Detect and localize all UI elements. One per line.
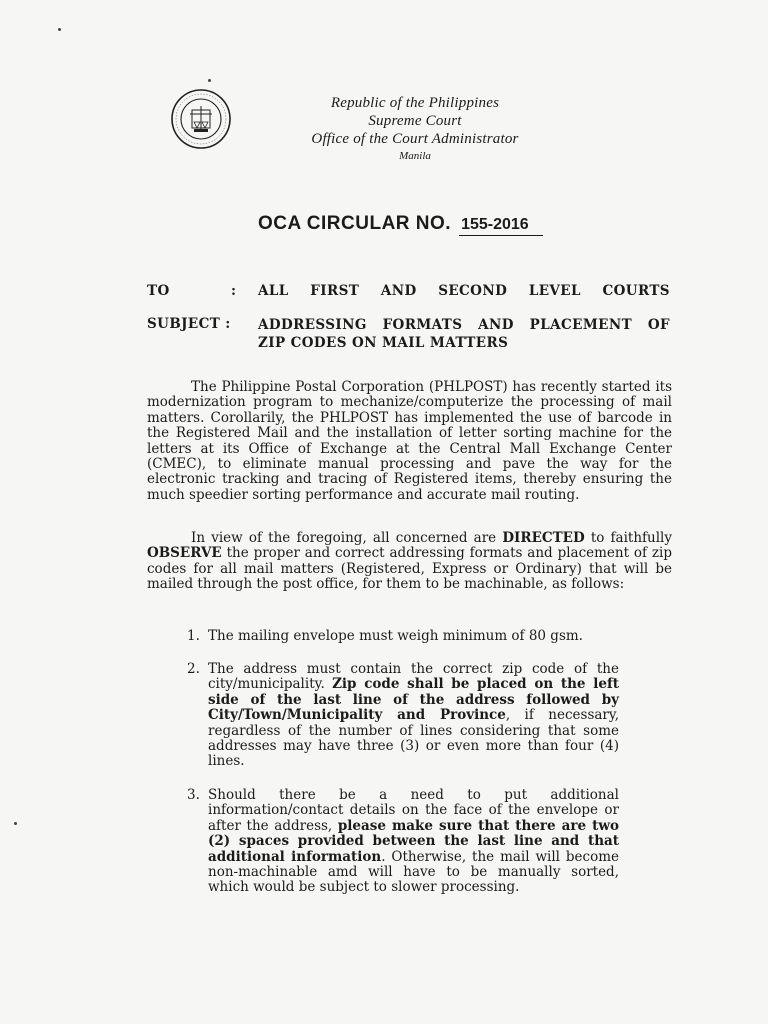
circular-label: OCA CIRCULAR NO.: [258, 213, 452, 234]
subject-line-2: ZIP CODES ON MAIL MATTERS: [258, 335, 509, 351]
list-item-text: The mailing envelope must weigh minimum of 80 gsm.: [208, 628, 583, 644]
subject-word: FORMATS: [382, 317, 463, 333]
letterhead-republic: Republic of the Philippines: [330, 95, 500, 111]
list-item: [187, 788, 619, 896]
list-item-text-part: The address must contain the correct zip code of the city/municipality.: [208, 661, 619, 693]
subject-word: OF: [647, 317, 670, 333]
to-word: LEVEL: [528, 283, 581, 299]
letterhead-supreme-court: Supreme Court: [368, 113, 462, 129]
subject-value: [258, 316, 670, 352]
list-item-text: [208, 662, 619, 770]
to-label: TO: [147, 283, 170, 299]
list-item-text-part: , if necessary, regardless of the number of lines considering that some addresses may have three (3) or even more than four (4) lines.: [208, 707, 619, 770]
list-item-text: [208, 788, 619, 896]
to-word: ALL: [258, 283, 289, 299]
letterhead-city: Manila: [399, 150, 431, 162]
to-colon: :: [231, 283, 237, 299]
scan-speck: [58, 28, 61, 31]
scan-speck: [14, 822, 17, 825]
list-item: [187, 629, 619, 644]
paragraph-directive-text: the proper and correct addressing formats and placement of zip codes for all mail matters (Registered, Express or Ordinary) that will be mailed through the post office, for them to be machinable, as follows:: [147, 545, 672, 593]
list-item-number: 1.: [187, 628, 200, 644]
to-word: SECOND: [438, 283, 508, 299]
letterhead-office: Office of the Court Administrator: [311, 131, 519, 147]
subject-line-1: [258, 316, 670, 334]
to-word: FIRST: [310, 283, 360, 299]
subject-label: SUBJECT :: [147, 316, 231, 332]
subject-word: AND: [478, 317, 514, 333]
paragraph-directive: [147, 531, 672, 593]
paragraph-directive-text: In view of the foregoing, all concerned are: [191, 530, 503, 546]
to-recipients: [258, 283, 670, 299]
paragraph-intro: [147, 380, 672, 503]
observe-emphasis: OBSERVE: [147, 545, 222, 562]
paragraph-intro-text: The Philippine Postal Corporation (PHLPOST) has recently started its modernization program to mechanize/computerize the processing of mail matters. Corollarily, the PHLPOST has implemented the use of barcode in the Registered Mail and the installation of letter sorting machine for the letters at its Office of Exchange at the Central Mall Exchange Center (CMEC), to eliminate manual processing and pave the way for the electronic tracking and tracing of Registered items, thereby ensuring the much speedier sorting performance and accurate mail routing.: [147, 379, 672, 503]
list-item: [187, 662, 619, 770]
list-item-emphasis: please make sure that there are two (2) spaces provided between the last line and that additional information: [208, 817, 619, 865]
list-item-number: 3.: [187, 787, 200, 803]
paragraph-directive-text: to faithfully: [584, 530, 672, 546]
circular-number: 155-2016: [459, 216, 543, 236]
list-item-text-part: Should there be a need to put additional information/contact details on the face of the envelope or after the address,: [208, 787, 619, 834]
directed-emphasis: DIRECTED: [502, 530, 585, 546]
subject-word: PLACEMENT: [529, 317, 633, 333]
to-word: COURTS: [602, 283, 670, 299]
list-item-emphasis: Zip code shall be placed on the left side of the last line of the address followed by City/Town/Municipality and Province: [208, 676, 619, 724]
scan-speck: [208, 79, 211, 82]
circular-title: [258, 213, 543, 236]
list-item-text-part: . Otherwise, the mail will become non-machinable amd will have to be manually sorted, which would be subject to slower processing.: [208, 848, 619, 896]
subject-word: ADDRESSING: [258, 317, 367, 333]
list-item-number: 2.: [187, 661, 200, 677]
to-word: AND: [380, 283, 417, 299]
court-seal-icon: [170, 88, 232, 150]
letterhead: [280, 94, 550, 164]
